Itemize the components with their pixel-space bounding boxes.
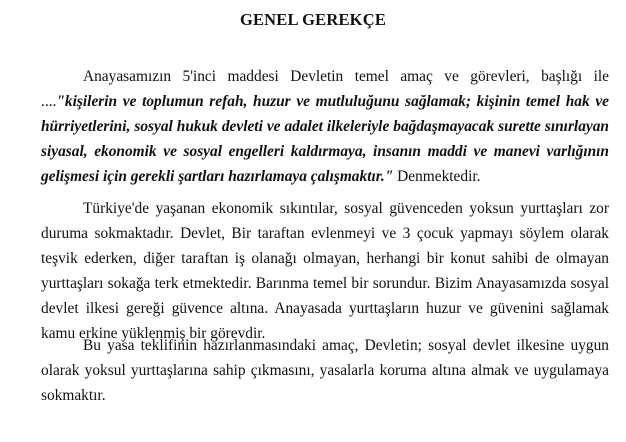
paragraph-tail: Denmektedir. (393, 168, 481, 185)
paragraph-economic-situation: Türkiye'de yaşanan ekonomik sıkıntılar, sosyal güvenceden yoksun yurttaşları zor duruma sokmaktadır. Devlet, Bir taraftan evlenmeyi ve 3 çocuk yapmayı söylem olarak teşvik ederken, diğer taraftan iş olanağı olmayan, herhangi bir konut sahibi de olmayan yurttaşları sokağa terk etmektedir. Barınma temel bir sorundur. Bizim Anayasamızda sosyal devlet ilkesi gereği güvence altına. Anayasada yurttaşların huzur ve güvenini sağlamak kamu erkine yüklenmiş bir görevdir. (41, 200, 609, 342)
paragraph-constitution-article (41, 64, 609, 189)
paragraph-lead: Anayasamızın 5'inci maddesi Devletin temel amaç ve görevleri, başlığı ile .... (41, 68, 609, 110)
article-quote: "kişilerin ve toplumun refah, huzur ve mutluluğunu sağlamak; kişinin temel hak ve hürriyetlerini, sosyal hukuk devleti ve adalet ilkeleriyle bağdaşmayacak surette sınırlayan siyasal, ekonomik ve sosyal engelleri kaldırmaya, insanın maddi ve manevi varlığının gelişmesi için gerekli şartları hazırlamaya çalışmaktır." (41, 93, 609, 185)
document-title: GENEL GEREKÇE (239, 10, 387, 29)
paragraph-purpose: Bu yasa teklifinin hazırlanmasındaki amaç, Devletin; sosyal devlet ilkesine uygun olarak yoksul yurttaşlarına sahip çıkmasını, yasalarla koruma altına almak ve uygulamaya sokmaktır. (41, 337, 609, 404)
